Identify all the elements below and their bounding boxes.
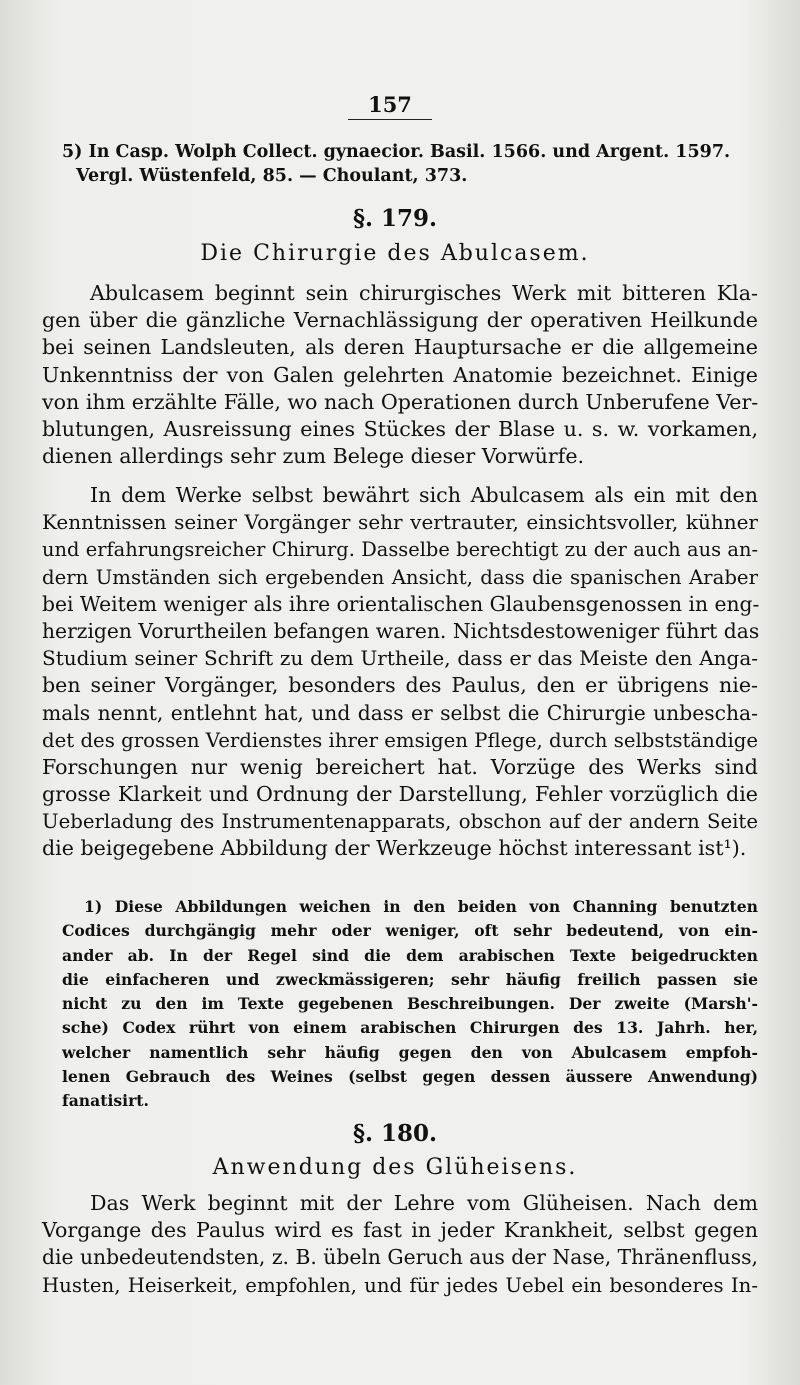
- page-number: 157: [0, 92, 780, 117]
- section-title: Die Chirurgie des Abulcasem.: [200, 241, 590, 266]
- text-line: Abulcasem beginnt sein chirurgisches Werk mit bitteren Kla-: [90, 281, 758, 305]
- text-line: bei Weitem weniger als ihre orientalischen Glaubensgenossen in eng-: [42, 591, 760, 616]
- text-line: Husten, Heiserkeit, empfohlen, und für jedes Uebel ein besonderes In-: [42, 1273, 758, 1297]
- footnote-line: sche) Codex rührt von einem arabischen Chirurgen des 13. Jahrh. her,: [62, 1018, 758, 1038]
- text-line: die beigegebene Abbildung der Werkzeuge höchst interessant ist¹).: [42, 836, 747, 861]
- text-line: und erfahrungsreicher Chirurg. Dasselbe berechtigt zu der auch aus an-: [42, 538, 758, 562]
- text-line: die unbedeutendsten, z. B. übeln Geruch aus der Nase, Thränenfluss,: [42, 1245, 758, 1270]
- footnote-line: Codices durchgängig mehr oder weniger, oft sehr bedeutend, von ein-: [62, 921, 758, 941]
- footnote-line: 1) Diese Abbildungen weichen in den beiden von Channing benutzten: [84, 897, 758, 916]
- text-line: Forschungen nur wenig bereichert hat. Vorzüge des Werks sind: [42, 754, 758, 779]
- text-line: mals nennt, entlehnt hat, und dass er selbst die Chirurgie unbescha-: [42, 700, 758, 725]
- text-line: gen über die gänzliche Vernachlässigung der operativen Heilkunde: [42, 308, 758, 333]
- text-line: blutungen, Ausreissung eines Stückes der Blase u. s. w. vorkamen,: [42, 416, 758, 441]
- text-line: Studium seiner Schrift zu dem Urtheile, dass er das Meiste den Anga-: [42, 646, 758, 671]
- text-line: ben seiner Vorgänger, besonders des Paulus, den er übrigens nie-: [42, 673, 758, 698]
- footnote-line: fanatisirt.: [62, 1091, 149, 1111]
- text-line: dern Umständen sich ergebenden Ansicht, dass die spanischen Araber: [42, 565, 758, 589]
- text-line: Unkenntniss der von Galen gelehrten Anatomie bezeichnet. Einige: [42, 362, 758, 387]
- text-line: Das Werk beginnt mit der Lehre vom Glüheisen. Nach dem: [90, 1191, 758, 1215]
- footnote-line: lenen Gebrauch des Weines (selbst gegen dessen äussere Anwendung): [62, 1067, 758, 1087]
- footnote-line: welcher namentlich sehr häufig gegen den von Abulcasem empfoh-: [62, 1042, 758, 1062]
- paragraph: [42, 280, 758, 470]
- section-title: Anwendung des Glüheisens.: [212, 1155, 578, 1180]
- text-line: bei seinen Landsleuten, als deren Hauptursache er die allgemeine: [42, 335, 758, 360]
- footnote-line: Vergl. Wüstenfeld, 85. — Choulant, 373.: [76, 166, 468, 186]
- footnote: [62, 895, 758, 1114]
- footnote-line: ander ab. In der Regel sind die dem arabischen Texte beigedruckten: [62, 945, 758, 965]
- text-line: von ihm erzählte Fälle, wo nach Operationen durch Unberufene Ver-: [42, 389, 759, 414]
- text-line: herzigen Vorurtheilen befangen waren. Nichtsdestoweniger führt das: [42, 618, 760, 643]
- footnote-line: 5) In Casp. Wolph Collect. gynaecior. Basil. 1566. und Argent. 1597.: [62, 142, 731, 162]
- text-line: Vorgange des Paulus wird es fast in jeder Krankheit, selbst gegen: [42, 1218, 758, 1243]
- footnote-line: nicht zu den im Texte gegebenen Beschreibungen. Der zweite (Marsh'-: [62, 994, 758, 1014]
- text-line: dienen allerdings sehr zum Belege dieser Vorwürfe.: [42, 444, 585, 469]
- text-line: det des grossen Verdienstes ihrer emsigen Pflege, durch selbstständige: [42, 728, 758, 752]
- footnote-line: die einfacheren und zweckmässigeren; sehr häufig freilich passen sie: [62, 969, 758, 989]
- text-line: grosse Klarkeit und Ordnung der Darstellung, Fehler vorzüglich die: [42, 782, 758, 807]
- text-line: In dem Werke selbst bewährt sich Abulcasem als ein mit den: [90, 483, 758, 507]
- text-line: Ueberladung des Instrumentenapparats, obschon auf der andern Seite: [42, 810, 758, 834]
- section-number: §. 180.: [352, 1120, 438, 1147]
- text-line: Kenntnissen seiner Vorgänger sehr vertrauter, einsichtsvoller, kühner: [42, 510, 758, 535]
- paragraph: [42, 1190, 758, 1299]
- top-footnote-continuation: [62, 140, 762, 188]
- section-number: §. 179.: [352, 205, 438, 232]
- paragraph: [42, 482, 758, 863]
